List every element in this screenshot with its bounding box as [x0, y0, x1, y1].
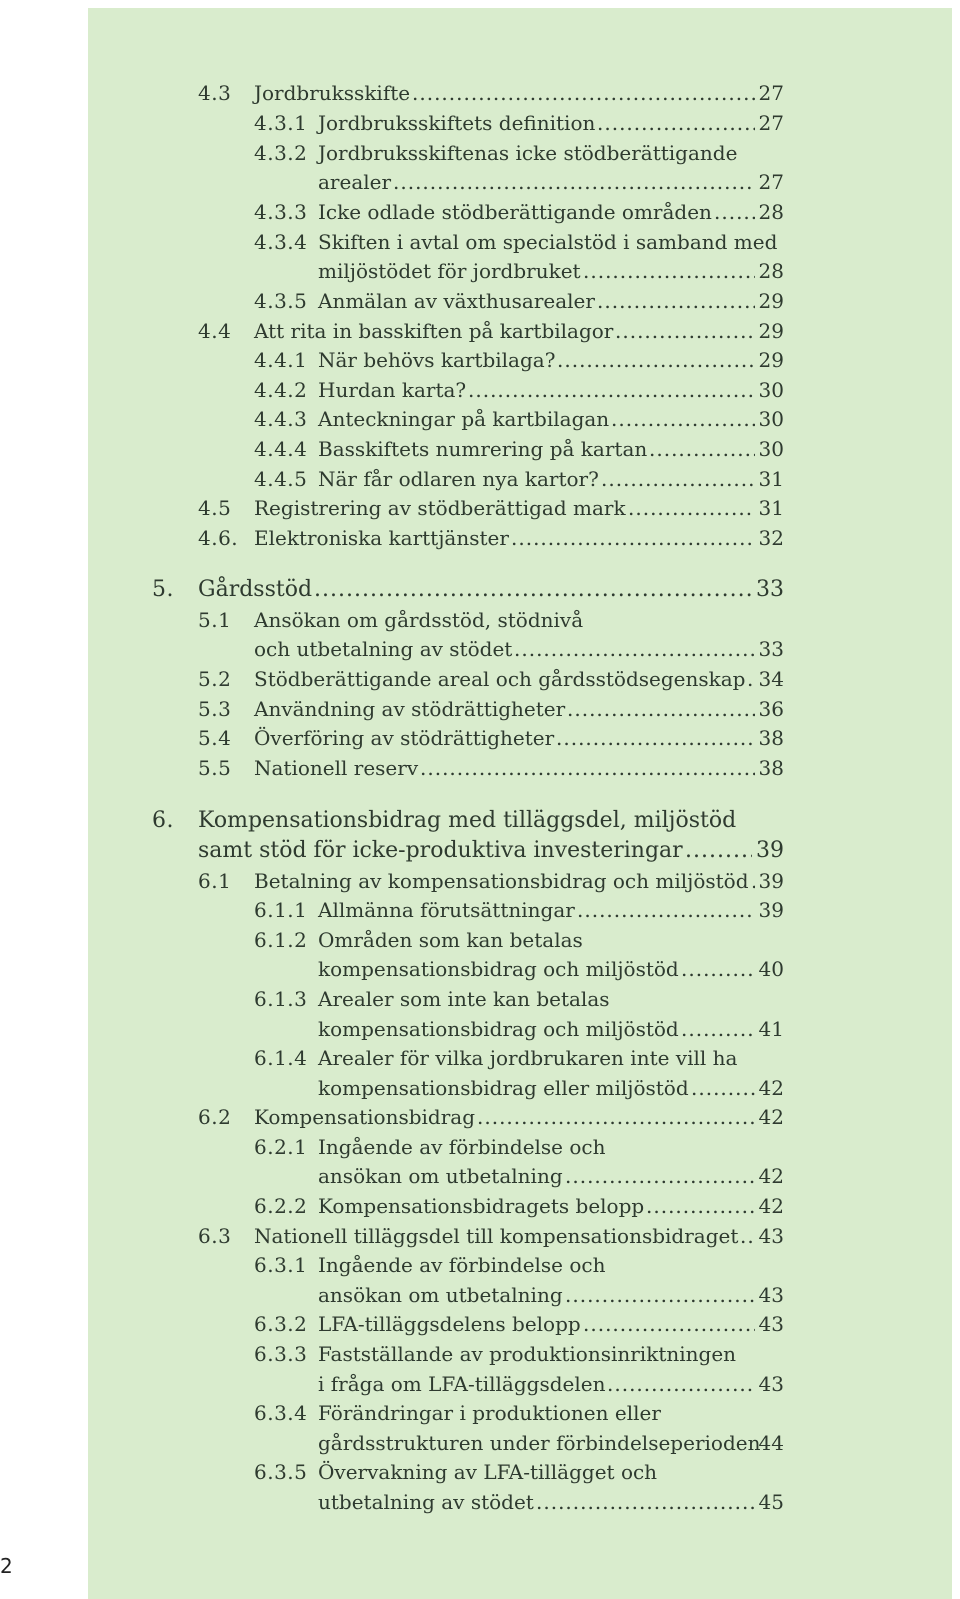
toc-entry — [0, 753, 784, 783]
toc-entry — [0, 954, 784, 984]
toc-entry — [0, 1161, 784, 1191]
toc-entry-number: 6.1 — [198, 869, 232, 893]
toc-entry-page: 43 — [758, 1224, 784, 1248]
toc-entry-number: 4.3.4 — [254, 230, 308, 254]
dot-leader — [565, 1161, 755, 1191]
toc-entry-page: 30 — [758, 437, 784, 461]
toc-entry-title: kompensationsbidrag och miljöstöd — [318, 1017, 679, 1041]
dot-leader — [583, 256, 755, 286]
toc-entry — [0, 806, 784, 836]
dot-leader — [611, 404, 755, 434]
toc-entry — [0, 523, 784, 553]
toc-entry — [0, 634, 784, 664]
toc-entry — [0, 723, 784, 753]
toc-entry-title: Nationell reserv — [254, 756, 419, 780]
toc-entry — [0, 108, 784, 138]
toc-entry — [0, 375, 784, 405]
dot-leader — [511, 523, 755, 553]
toc-entry — [0, 286, 784, 316]
toc-entry-title: LFA-tilläggsdelens belopp — [318, 1312, 581, 1336]
toc-entry — [0, 1487, 784, 1517]
dot-leader — [412, 78, 755, 108]
toc-entry-page: 42 — [758, 1076, 784, 1100]
toc-entry-number: 5.3 — [198, 697, 232, 721]
toc-entry-title: Jordbruksskiftenas icke stödberättigande — [318, 141, 738, 165]
toc-entry-number: 5.2 — [198, 667, 232, 691]
toc-entry-page: 29 — [758, 319, 784, 343]
toc-entry-page: 39 — [758, 869, 784, 893]
toc-entry-title: Skiften i avtal om specialstöd i samband med — [318, 230, 778, 254]
toc-entry — [0, 1221, 784, 1251]
toc-entry — [0, 167, 784, 197]
toc-entry-number: 5.1 — [198, 608, 232, 632]
toc-entry-title: samt stöd för icke-produktiva investeringar — [198, 838, 683, 863]
dot-leader — [314, 575, 752, 605]
toc-entry-page: 29 — [758, 348, 784, 372]
dot-leader — [420, 753, 755, 783]
toc-entry — [0, 1043, 784, 1073]
dot-leader — [565, 1280, 755, 1310]
dot-leader — [514, 634, 755, 664]
toc-entry-title: När får odlaren nya kartor? — [318, 467, 599, 491]
toc-entry-title: Jordbruksskiftets definition — [318, 111, 596, 135]
toc-entry — [0, 866, 784, 896]
toc-entry-number: 6.3.1 — [254, 1253, 308, 1277]
toc-entry-title: Icke odlade stödberättigande områden — [318, 200, 712, 224]
toc-entry-title: kompensationsbidrag och miljöstöd — [318, 957, 679, 981]
toc-entry — [0, 1369, 784, 1399]
toc-entry — [0, 1191, 784, 1221]
toc-entry-page: 45 — [758, 1490, 784, 1514]
toc-entry-page: 27 — [758, 111, 784, 135]
dot-leader — [567, 694, 755, 724]
toc-entry — [0, 404, 784, 434]
toc-entry-title: Överföring av stödrättigheter — [254, 726, 555, 750]
toc-entry-title: i fråga om LFA-tilläggsdelen — [318, 1372, 606, 1396]
toc-entry-page: 31 — [758, 467, 784, 491]
toc-entry-title: och utbetalning av stödet — [254, 637, 513, 661]
dot-leader — [583, 1309, 755, 1339]
toc-entry — [0, 1428, 784, 1458]
toc-entry-title: arealer — [318, 170, 392, 194]
dot-leader — [468, 375, 755, 405]
toc-entry — [0, 1073, 784, 1103]
toc-entry-page: 36 — [758, 697, 784, 721]
dot-leader — [747, 664, 755, 694]
toc-entry-number: 6.3 — [198, 1224, 232, 1248]
toc-entry-number: 4.3.1 — [254, 111, 308, 135]
dot-leader — [615, 316, 755, 346]
toc-entry-page: 29 — [758, 289, 784, 313]
toc-entry-page: 43 — [758, 1312, 784, 1336]
toc-entry-page: 39 — [758, 898, 784, 922]
toc-entry-title: Anmälan av växthusarealer — [318, 289, 595, 313]
toc-entry-title: Ansökan om gårdsstöd, stödnivå — [254, 608, 584, 632]
toc-entry — [0, 256, 784, 286]
toc-entry-title: Områden som kan betalas — [318, 928, 583, 952]
toc-entry-title: Ingående av förbindelse och — [318, 1253, 606, 1277]
toc-entry-page: 34 — [758, 667, 784, 691]
toc-entry — [0, 1014, 784, 1044]
toc-entry-title: Kompensationsbidrag med tilläggsdel, miljöstöd — [198, 808, 737, 833]
toc-entry-title: Nationell tilläggsdel till kompensationsbidraget — [254, 1224, 739, 1248]
toc-entry-number: 6.2.2 — [254, 1194, 308, 1218]
toc-entry-page: 30 — [758, 378, 784, 402]
toc-entry-page: 43 — [758, 1283, 784, 1307]
toc-entry-number: 6.1.2 — [254, 928, 308, 952]
toc-entry-number: 4.4.2 — [254, 378, 308, 402]
toc-entry-page: 27 — [758, 170, 784, 194]
toc-entry-page: 38 — [758, 726, 784, 750]
dot-leader — [607, 1369, 755, 1399]
dot-leader — [601, 464, 755, 494]
toc-entry-number: 6.2 — [198, 1105, 232, 1129]
toc-entry — [0, 895, 784, 925]
toc-entry — [0, 493, 784, 523]
toc-entry — [0, 836, 784, 866]
toc-entry — [0, 1250, 784, 1280]
dot-leader — [597, 108, 755, 138]
dot-leader — [714, 197, 755, 227]
dot-leader — [740, 1221, 755, 1251]
toc-entry-number: 6.1.4 — [254, 1046, 308, 1070]
toc-entry-title: Kompensationsbidrag — [254, 1105, 476, 1129]
dot-leader — [646, 1191, 755, 1221]
toc-entry-number: 4.4.4 — [254, 437, 308, 461]
dot-leader — [577, 895, 755, 925]
toc-entry-title: kompensationsbidrag eller miljöstöd — [318, 1076, 689, 1100]
toc-entry — [0, 345, 784, 375]
toc-entry-page: 30 — [758, 407, 784, 431]
toc-entry — [0, 1457, 784, 1487]
toc-entry-page: 32 — [758, 526, 784, 550]
toc-entry-number: 4.3.5 — [254, 289, 308, 313]
toc-entry-title: Fastställande av produktionsinriktningen — [318, 1342, 737, 1366]
toc-entry — [0, 694, 784, 724]
toc-entry-title: Elektroniska karttjänster — [254, 526, 509, 550]
toc-entry-title: Gårdsstöd — [198, 577, 313, 602]
toc-entry-number: 6.3.4 — [254, 1401, 308, 1425]
dot-leader — [681, 954, 755, 984]
toc-entry-page: 42 — [758, 1164, 784, 1188]
toc-entry — [0, 197, 784, 227]
toc-entry — [0, 925, 784, 955]
dot-leader — [393, 167, 755, 197]
toc-entry — [0, 1102, 784, 1132]
toc-entry-page: 42 — [758, 1105, 784, 1129]
toc-entry-number: 4.4.3 — [254, 407, 308, 431]
toc-entry — [0, 1339, 784, 1369]
toc-entry-number: 4.4 — [198, 319, 232, 343]
toc-entry-title: Basskiftets numrering på kartan — [318, 437, 648, 461]
toc-entry-number: 4.3.2 — [254, 141, 308, 165]
toc-entry-title: Jordbruksskifte — [254, 81, 411, 105]
toc-entry-page: 41 — [758, 1017, 784, 1041]
toc-entry-number: 4.3.3 — [254, 200, 308, 224]
toc-entry-title: utbetalning av stödet — [318, 1490, 534, 1514]
toc-entry — [0, 1309, 784, 1339]
toc-entry-number: 6.2.1 — [254, 1135, 308, 1159]
dot-leader — [685, 836, 752, 866]
toc-entry — [0, 984, 784, 1014]
toc-entry-number: 6.3.2 — [254, 1312, 308, 1336]
toc-entry-title: Allmänna förutsättningar — [318, 898, 575, 922]
toc-entry-title: Arealer för vilka jordbrukaren inte vill ha — [318, 1046, 738, 1070]
toc-entry — [0, 434, 784, 464]
toc-entry-title: Arealer som inte kan betalas — [318, 987, 610, 1011]
toc-entry-title: gårdsstrukturen under förbindelseperioden — [318, 1431, 761, 1455]
dot-leader — [477, 1102, 755, 1132]
toc-entry-number: 4.4.5 — [254, 467, 308, 491]
toc-entry-title: ansökan om utbetalning — [318, 1164, 563, 1188]
toc-entry-number: 4.4.1 — [254, 348, 308, 372]
toc-entry-title: Registrering av stödberättigad mark — [254, 496, 626, 520]
toc-entry-page: 28 — [758, 200, 784, 224]
toc-entry-number: 5.4 — [198, 726, 232, 750]
toc-entry — [0, 227, 784, 257]
toc-entry-number: 6.1.1 — [254, 898, 308, 922]
toc-entry-title: Anteckningar på kartbilagan — [318, 407, 610, 431]
toc-entry-title: Förändringar i produktionen eller — [318, 1401, 661, 1425]
toc-entry-title: miljöstödet för jordbruket — [318, 259, 581, 283]
dot-leader — [536, 1487, 755, 1517]
toc-entry-number: 4.3 — [198, 81, 232, 105]
toc-entry-title: ansökan om utbetalning — [318, 1283, 563, 1307]
toc-entry-title: Betalning av kompensationsbidrag och miljöstöd — [254, 869, 749, 893]
toc-entry-title: Hurdan karta? — [318, 378, 467, 402]
toc-entry — [0, 316, 784, 346]
dot-leader — [557, 345, 755, 375]
toc-entry — [0, 1132, 784, 1162]
toc-entry-page: 44 — [758, 1431, 784, 1455]
toc-entry — [0, 78, 784, 108]
toc-entry-page: 33 — [756, 577, 784, 602]
toc-entry — [0, 138, 784, 168]
toc-entry-number: 6.1.3 — [254, 987, 308, 1011]
toc-entry-title: Stödberättigande areal och gårdsstödsegenskap — [254, 667, 746, 691]
toc-entry — [0, 1398, 784, 1428]
toc-entry-number: 6.3.5 — [254, 1460, 308, 1484]
page-number: 2 — [0, 1554, 13, 1578]
toc-entry-page: 31 — [758, 496, 784, 520]
dot-leader — [556, 723, 755, 753]
dot-leader — [751, 866, 755, 896]
toc-entry-page: 38 — [758, 756, 784, 780]
dot-leader — [597, 286, 755, 316]
toc-entry-page: 40 — [758, 957, 784, 981]
toc-entry-title: Övervakning av LFA-tillägget och — [318, 1460, 658, 1484]
toc-entry-number: 5.5 — [198, 756, 232, 780]
toc-entry — [0, 464, 784, 494]
toc-entry — [0, 605, 784, 635]
toc-entry-title: Kompensationsbidragets belopp — [318, 1194, 645, 1218]
dot-leader — [681, 1014, 755, 1044]
toc-entry-title: När behövs kartbilaga? — [318, 348, 556, 372]
toc-entry-number: 6. — [152, 808, 174, 833]
dot-leader — [691, 1073, 755, 1103]
toc-entry — [0, 1280, 784, 1310]
toc-entry — [0, 664, 784, 694]
toc-entry-number: 6.3.3 — [254, 1342, 308, 1366]
toc-entry-number: 4.5 — [198, 496, 232, 520]
toc-entry-page: 33 — [758, 637, 784, 661]
toc-entry — [0, 575, 784, 605]
dot-leader — [649, 434, 755, 464]
toc-entry-title: Att rita in basskiften på kartbilagor — [254, 319, 614, 343]
toc-entry-number: 5. — [152, 577, 174, 602]
toc-entry-page: 27 — [758, 81, 784, 105]
toc-entry-page: 43 — [758, 1372, 784, 1396]
toc-entry-number: 4.6. — [198, 526, 239, 550]
toc-entry-title: Ingående av förbindelse och — [318, 1135, 606, 1159]
dot-leader — [628, 493, 755, 523]
toc-entry-page: 28 — [758, 259, 784, 283]
toc-entry-page: 39 — [756, 838, 784, 863]
toc-entry-title: Användning av stödrättigheter — [254, 697, 566, 721]
toc-entry-page: 42 — [758, 1194, 784, 1218]
